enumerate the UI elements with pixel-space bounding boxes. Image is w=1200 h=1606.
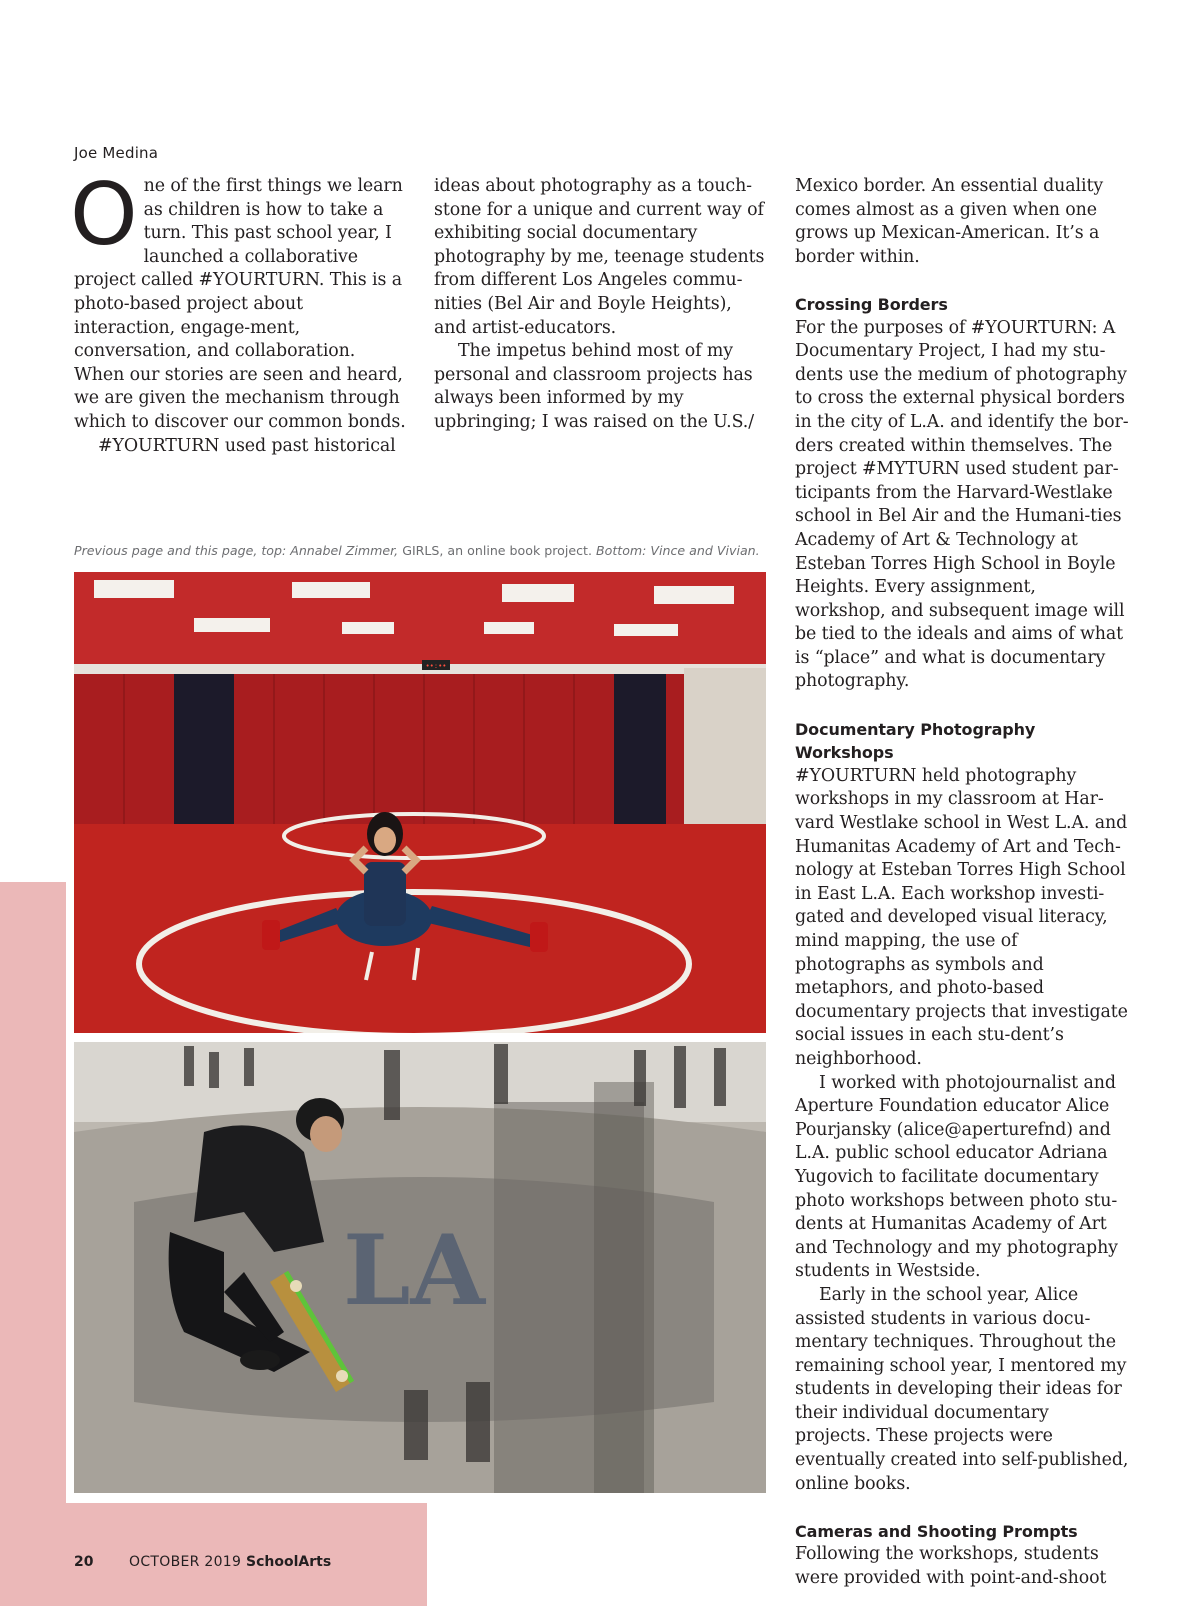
scoreboard-display: ••:•• bbox=[425, 662, 447, 670]
wrestling-room-illustration bbox=[74, 572, 766, 1033]
text-column-3 bbox=[795, 175, 1130, 1591]
paragraph: Early in the school year, Alice assisted students in various docu-mentary techniques. Throughout the remaining school year, I mentored my students in developing their ideas for their individual documentary projects. These projects were eventually created into self-published, online books. bbox=[795, 1284, 1129, 1494]
paragraph: ideas about photography as a touch-stone for a unique and current way of exhibiting social documentary photography by me, teenage students from different Los Angeles commu-nities (Bel Air and Boyle Heights), and artist-educators. bbox=[434, 176, 765, 338]
paragraph: #YOURTURN held photography workshops in my classroom at Har-vard Westlake school in West L.A. and Humanitas Academy of Art and Tech-nology at Esteban Torres High School in East L.A. Each workshop investi-gated and developed visual literacy, mind mapping, the use of photographs as symbols and metaphors, and photo-based documentary projects that investigate social issues in each stu-dent’s neighborhood. bbox=[795, 765, 1128, 1069]
caption-bottom-credit: Bottom: Vince and Vivian. bbox=[595, 543, 760, 558]
pink-accent-block-left bbox=[0, 882, 66, 1606]
section-heading: Crossing Borders bbox=[795, 294, 948, 314]
magazine-name: SchoolArts bbox=[246, 1554, 332, 1570]
photo-caption bbox=[74, 543, 774, 558]
paragraph: #YOURTURN used past historical bbox=[98, 435, 396, 456]
paragraph-text: ne of the first things we learn as children is how to take a turn. This past school year, I launched a collaborative project called #YOURTURN. This is a photo-based project about interaction, engage-ment, conversation, and collaboration. When our stories are seen and heard, we are given the mechanism through which to discover our common bonds. bbox=[74, 176, 406, 432]
skatepark-illustration bbox=[74, 1042, 766, 1493]
page-number: 20 bbox=[74, 1554, 94, 1570]
paragraph: Mexico border. An essential duality comes almost as a given when one grows up Mexican-American. It’s a border within. bbox=[795, 176, 1104, 267]
drop-cap: O bbox=[70, 165, 138, 265]
issue-date: OCTOBER 2019 bbox=[129, 1554, 242, 1570]
paragraph: Following the workshops, students were provided with point-and-shoot bbox=[795, 1544, 1107, 1589]
author-byline: Joe Medina bbox=[74, 144, 159, 162]
paragraph: I worked with photojournalist and Aperture Foundation educator Alice Pourjansky (alice@aperturefnd) and L.A. public school educator Adriana Yugovich to facilitate documentary photo workshops between photo stu-dents at Humanitas Academy of Art and Technology and my photography students in Westside. bbox=[795, 1072, 1118, 1282]
paragraph bbox=[70, 165, 407, 435]
section-heading: Documentary Photography Workshops bbox=[795, 719, 1036, 763]
text-column-1 bbox=[70, 165, 407, 458]
photo-skatepark bbox=[74, 1042, 766, 1493]
caption-title: GIRLS, an online book project. bbox=[398, 543, 596, 558]
paragraph: For the purposes of #YOURTURN: A Documentary Project, I had my stu-dents use the medium of photography to cross the external physical borders in the city of L.A. and identify the bor-ders created within themselves. The project #MYTURN used student par-ticipants from the Harvard-Westlake school in Bel Air and the Humani-ties Academy of Art & Technology at Esteban Torres High School in Boyle Heights. Every assignment, workshop, and subsequent image will be tied to the ideals and aims of what is “place” and what is documentary photography. bbox=[795, 317, 1129, 692]
paragraph: The impetus behind most of my personal and classroom projects has always been informed by my upbringing; I was raised on the U.S./ bbox=[434, 341, 754, 432]
caption-credit: Previous page and this page, top: Annabel Zimmer, bbox=[74, 543, 399, 558]
section-heading: Cameras and Shooting Prompts bbox=[795, 1521, 1078, 1541]
text-column-2 bbox=[434, 175, 767, 435]
photo-wrestling-room bbox=[74, 572, 766, 1033]
dodgers-la-logo: LA bbox=[343, 1214, 485, 1327]
